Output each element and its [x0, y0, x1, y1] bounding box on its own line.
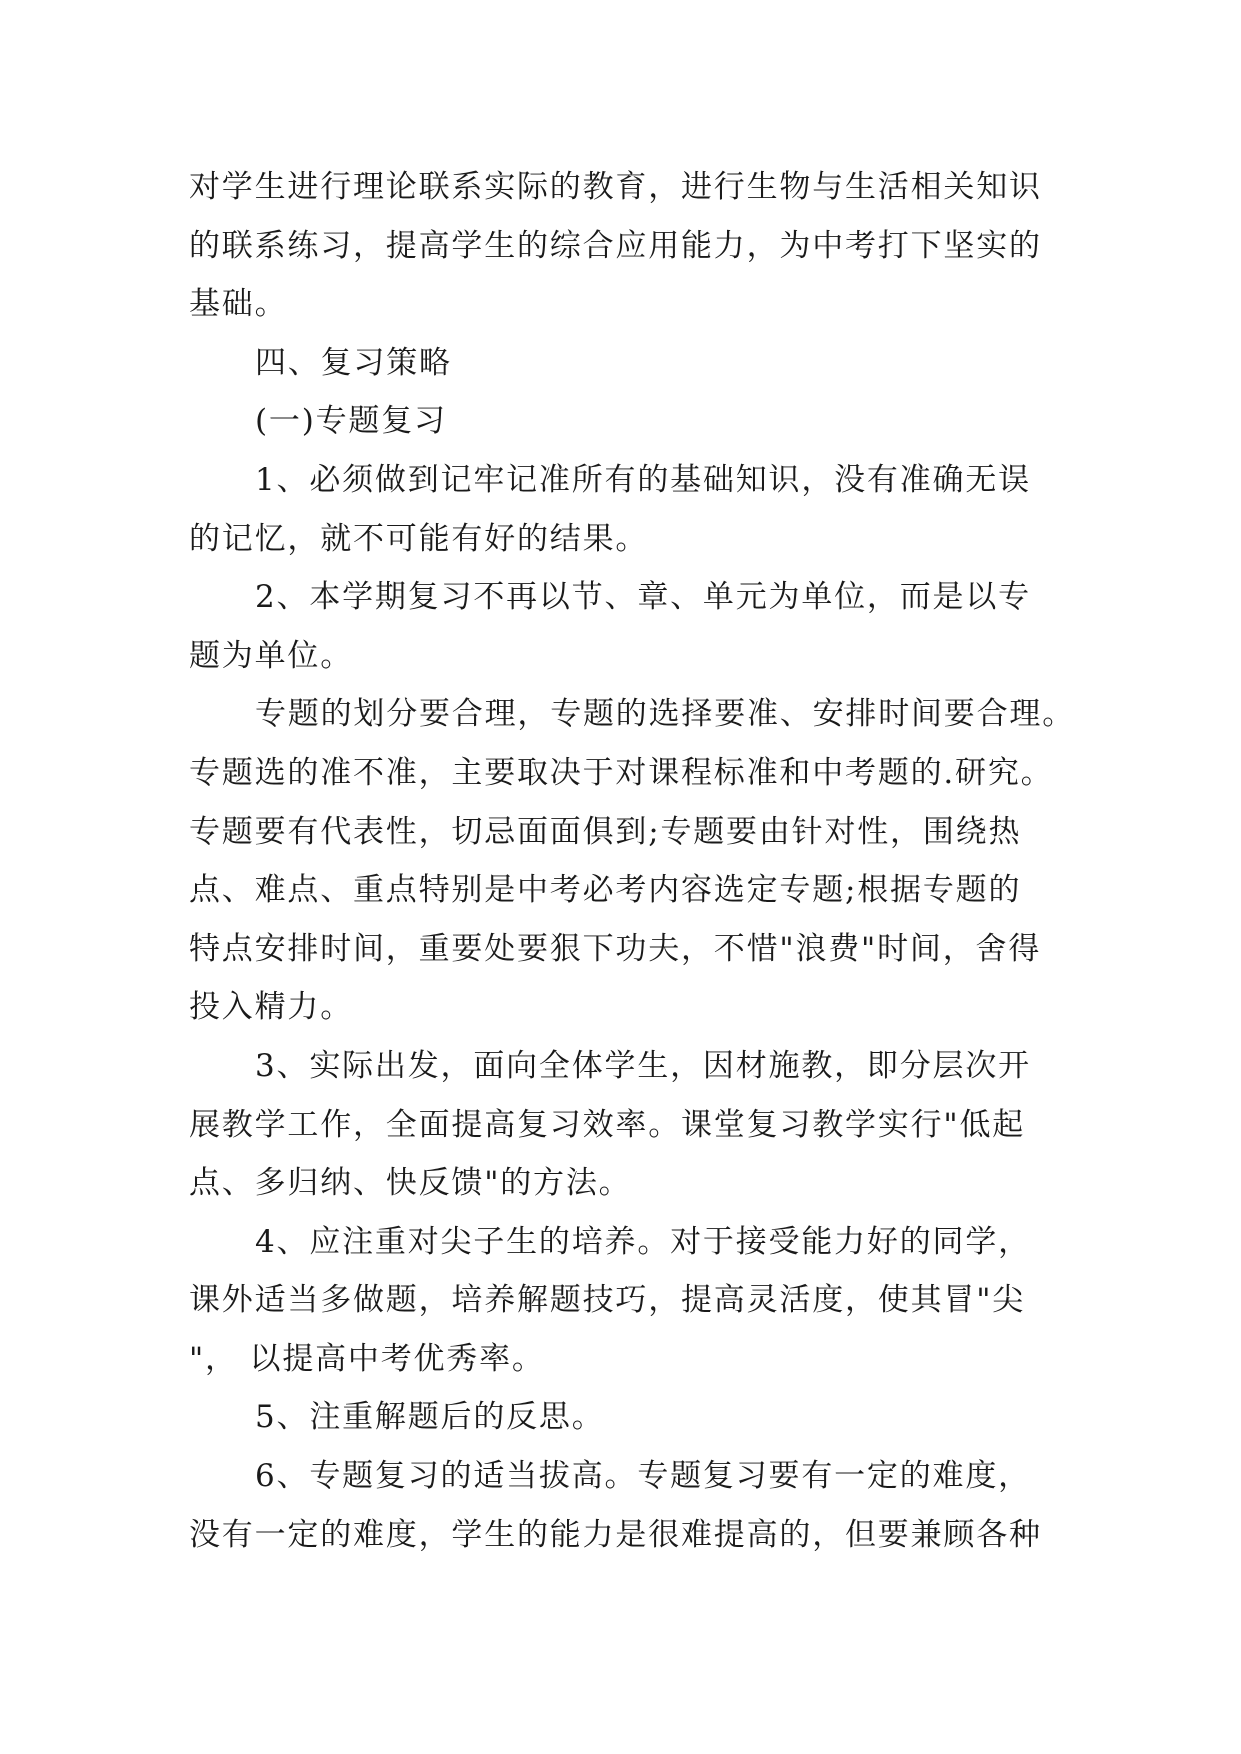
list-item-4 [189, 1213, 1069, 1389]
text-line: 的记忆，就不可能有好的结果。 [189, 520, 649, 557]
list-item-3 [189, 1037, 1069, 1213]
text-line: 投入精力。 [189, 989, 353, 1026]
list-item-1 [189, 451, 1069, 568]
document-body [189, 158, 1075, 1564]
section-heading-review-strategy [189, 334, 1069, 393]
text-line: 课外适当多做题，培养解题技巧，提高灵活度，使其冒"尖 [189, 1282, 1026, 1319]
text-line: 的联系练习，提高学生的综合应用能力，为中考打下坚实的 [189, 227, 1042, 264]
text-line: 6、专题复习的适当拔高。专题复习要有一定的难度， [255, 1458, 1031, 1495]
text-line: 展教学工作，全面提高复习效率。课堂复习教学实行"低起 [189, 1106, 1026, 1143]
text-line: 没有一定的难度，学生的能力是很难提高的，但要兼顾各种 [189, 1516, 1042, 1553]
list-item-2 [189, 568, 1069, 685]
paragraph-intro [189, 158, 1069, 334]
text-line: 点、难点、重点特别是中考必考内容选定专题;根据专题的 [189, 872, 1022, 909]
heading-line: (一)专题复习 [255, 403, 447, 440]
text-line: 基础。 [189, 286, 288, 323]
paragraph-topic-division [189, 685, 1075, 1037]
text-line: 专题选的准不准，主要取决于对课程标准和中考题的.研究。 [189, 754, 1054, 791]
list-item-5 [189, 1388, 1069, 1447]
text-line: 3、实际出发，面向全体学生，因材施教，即分层次开 [255, 1047, 1031, 1084]
list-item-6 [189, 1447, 1069, 1564]
text-line: 4、应注重对尖子生的培养。对于接受能力好的同学， [255, 1223, 1031, 1260]
heading-line: 四、复习策略 [255, 344, 452, 381]
text-line: 5、注重解题后的反思。 [255, 1399, 605, 1436]
text-line: 2、本学期复习不再以节、章、单元为单位，而是以专 [255, 579, 1031, 616]
text-line: 特点安排时间，重要处要狠下功夫，不惜"浪费"时间，舍得 [189, 930, 1042, 967]
text-line: 1、必须做到记牢记准所有的基础知识，没有准确无误 [255, 461, 1031, 498]
text-line: 题为单位。 [189, 637, 353, 674]
text-line: "， 以提高中考优秀率。 [189, 1340, 545, 1377]
text-line: 点、多归纳、快反馈"的方法。 [189, 1165, 632, 1202]
text-line: 专题要有代表性，切忌面面俱到;专题要由针对性，围绕热 [189, 813, 1022, 850]
text-line: 对学生进行理论联系实际的教育，进行生物与生活相关知识 [189, 169, 1042, 205]
text-line: 专题的划分要合理，专题的选择要准、安排时间要合理。 [255, 696, 1075, 733]
subsection-heading-topic-review [189, 392, 1069, 451]
